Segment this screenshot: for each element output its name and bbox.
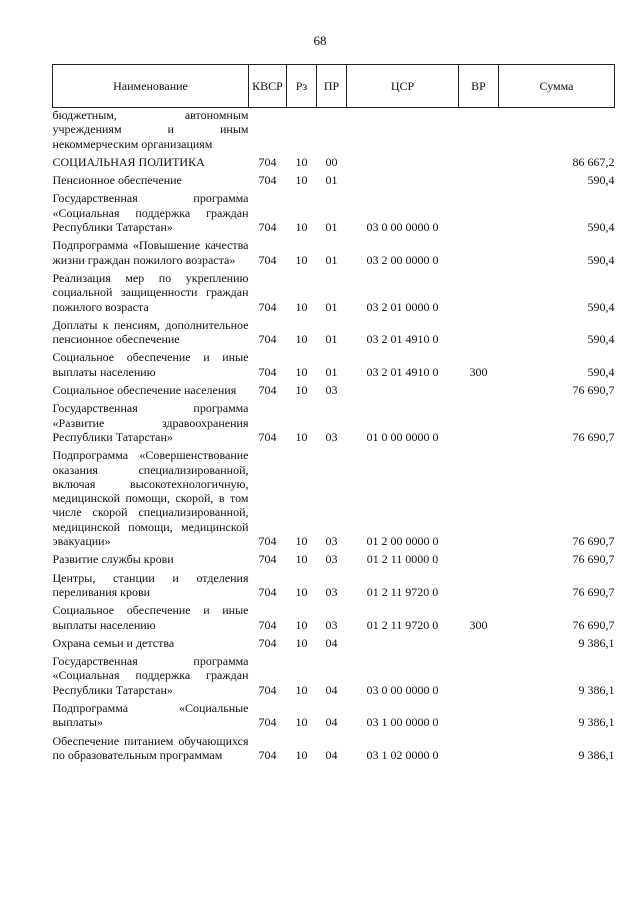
cell-kvsr	[249, 108, 287, 152]
cell-pr: 03	[325, 617, 338, 632]
cell-kvsr: 704	[258, 173, 277, 188]
cell-csr: 03 1 02 0000 0	[366, 747, 439, 762]
cell-csr	[347, 108, 459, 152]
cell-name: Социальное обеспечение и иные выплаты населению	[52, 603, 249, 632]
cell-name: Социальное обеспечение населения	[52, 383, 237, 398]
cell-csr	[347, 633, 459, 651]
cell-vr	[459, 731, 499, 764]
cell-name: Обеспечение питанием обучающихся по образовательным программам	[52, 733, 249, 762]
cell-rz: 10	[295, 364, 308, 379]
cell-csr: 01 2 00 0000 0	[366, 534, 439, 549]
cell-rz: 10	[295, 617, 308, 632]
cell-csr: 03 2 01 4910 0	[366, 332, 439, 347]
cell-name: Центры, станции и отделения переливания крови	[52, 570, 249, 599]
cell-csr: 03 2 01 4910 0	[366, 364, 439, 379]
cell-rz: 10	[295, 154, 308, 169]
cell-name: Развитие службы крови	[52, 552, 174, 567]
cell-kvsr: 704	[258, 364, 277, 379]
cell-vr	[459, 188, 499, 235]
cell-csr: 01 2 11 9720 0	[366, 617, 439, 632]
cell-vr	[459, 651, 499, 698]
cell-rz: 10	[295, 552, 308, 567]
budget-table	[52, 64, 615, 763]
cell-sum: 9 386,1	[578, 715, 615, 730]
cell-csr	[347, 380, 459, 398]
column-header-kvsr: КВСР	[249, 65, 287, 108]
cell-csr: 03 1 00 0000 0	[366, 715, 439, 730]
table-row	[53, 347, 615, 380]
column-header-csr: ЦСР	[347, 65, 459, 108]
cell-kvsr: 704	[258, 429, 277, 444]
cell-pr: 03	[325, 429, 338, 444]
table-row	[53, 315, 615, 348]
cell-vr	[459, 108, 499, 152]
cell-csr: 01 0 00 0000 0	[366, 429, 439, 444]
table-row	[53, 698, 615, 731]
cell-sum: 590,4	[587, 173, 615, 188]
cell-pr: 01	[325, 299, 338, 314]
cell-csr: 03 2 01 0000 0	[366, 299, 439, 314]
cell-pr: 01	[325, 252, 338, 267]
cell-rz: 10	[295, 220, 308, 235]
table-row	[53, 398, 615, 445]
cell-rz: 10	[295, 747, 308, 762]
cell-kvsr: 704	[258, 534, 277, 549]
cell-kvsr: 704	[258, 682, 277, 697]
table-row	[53, 108, 615, 152]
cell-name: Реализация мер по укреплению социальной защищенности граждан пожилого возраста	[52, 270, 249, 314]
cell-sum: 590,4	[587, 364, 615, 379]
table-row	[53, 152, 615, 170]
cell-name: Подпрограмма «Повышение качества жизни граждан пожилого возраста»	[52, 238, 249, 267]
cell-rz: 10	[295, 332, 308, 347]
table-row	[53, 445, 615, 549]
cell-sum: 86 667,2	[572, 154, 615, 169]
cell-sum: 590,4	[587, 220, 615, 235]
table-row	[53, 568, 615, 601]
cell-vr: 300	[469, 364, 488, 379]
cell-name: Подпрограмма «Совершенствование оказания специализированной, включая высокотехнологичную, медицинской помощи, скорой, в том числе скорой специализированной, медицинской помощи, медицинской эвакуации»	[52, 448, 249, 549]
cell-kvsr: 704	[258, 584, 277, 599]
cell-pr: 03	[325, 383, 338, 398]
cell-sum: 9 386,1	[578, 635, 615, 650]
column-header-name: Наименование	[53, 65, 249, 108]
cell-sum: 9 386,1	[578, 747, 615, 762]
cell-vr	[459, 549, 499, 567]
column-header-rz: Рз	[287, 65, 317, 108]
table-row	[53, 268, 615, 315]
cell-vr	[459, 235, 499, 268]
cell-vr	[459, 380, 499, 398]
cell-sum: 9 386,1	[578, 682, 615, 697]
cell-vr	[459, 315, 499, 348]
table-row	[53, 600, 615, 633]
cell-pr: 01	[325, 364, 338, 379]
cell-rz: 10	[295, 383, 308, 398]
cell-csr: 01 2 11 0000 0	[366, 552, 439, 567]
cell-name: Пенсионное обеспечение	[52, 173, 182, 188]
cell-csr	[347, 152, 459, 170]
cell-pr: 03	[325, 534, 338, 549]
cell-pr: 04	[325, 682, 338, 697]
cell-csr: 03 2 00 0000 0	[366, 252, 439, 267]
cell-rz: 10	[295, 429, 308, 444]
cell-rz	[287, 108, 317, 152]
cell-name: СОЦИАЛЬНАЯ ПОЛИТИКА	[52, 154, 205, 169]
cell-name: бюджетным, автономным учреждениям и иным некоммерческим организациям	[52, 108, 249, 151]
cell-rz: 10	[295, 534, 308, 549]
column-header-pr: ПР	[317, 65, 347, 108]
table-row	[53, 633, 615, 651]
cell-csr: 03 0 00 0000 0	[366, 220, 439, 235]
cell-rz: 10	[295, 252, 308, 267]
cell-kvsr: 704	[258, 635, 277, 650]
cell-name: Государственная программа «Развитие здравоохранения Республики Татарстан»	[52, 401, 249, 444]
cell-pr: 03	[325, 552, 338, 567]
table-row	[53, 235, 615, 268]
cell-sum: 76 690,7	[572, 429, 615, 444]
table-row	[53, 731, 615, 764]
table-body	[53, 108, 615, 764]
cell-vr	[459, 170, 499, 188]
table-row	[53, 188, 615, 235]
cell-sum: 76 690,7	[572, 617, 615, 632]
cell-kvsr: 704	[258, 747, 277, 762]
cell-sum: 76 690,7	[572, 584, 615, 599]
page-number: 68	[313, 33, 327, 48]
cell-rz: 10	[295, 173, 308, 188]
cell-kvsr: 704	[258, 383, 277, 398]
cell-kvsr: 704	[258, 332, 277, 347]
cell-sum: 76 690,7	[572, 534, 615, 549]
cell-kvsr: 704	[258, 252, 277, 267]
table-row	[53, 549, 615, 567]
cell-sum: 590,4	[587, 252, 615, 267]
cell-csr: 01 2 11 9720 0	[366, 584, 439, 599]
cell-sum: 76 690,7	[572, 552, 615, 567]
cell-vr	[459, 268, 499, 315]
cell-vr	[459, 698, 499, 731]
table-row	[53, 651, 615, 698]
cell-vr	[459, 152, 499, 170]
cell-kvsr: 704	[258, 220, 277, 235]
cell-pr: 03	[325, 584, 338, 599]
column-header-sum: Сумма	[499, 65, 615, 108]
cell-sum	[499, 108, 615, 152]
cell-kvsr: 704	[258, 552, 277, 567]
cell-csr: 03 0 00 0000 0	[366, 682, 439, 697]
cell-rz: 10	[295, 715, 308, 730]
cell-pr: 01	[325, 332, 338, 347]
column-header-vr: ВР	[459, 65, 499, 108]
cell-sum: 590,4	[587, 332, 615, 347]
cell-vr	[459, 568, 499, 601]
table-header-row	[53, 65, 615, 108]
cell-rz: 10	[295, 635, 308, 650]
cell-kvsr: 704	[258, 715, 277, 730]
cell-vr	[459, 445, 499, 549]
cell-csr	[347, 170, 459, 188]
cell-vr	[459, 398, 499, 445]
cell-name: Государственная программа «Социальная поддержка граждан Республики Татарстан»	[52, 191, 249, 235]
cell-pr: 01	[325, 220, 338, 235]
cell-sum: 590,4	[587, 299, 615, 314]
cell-kvsr: 704	[258, 617, 277, 632]
cell-name: Подпрограмма «Социальные выплаты»	[52, 700, 249, 730]
cell-kvsr: 704	[258, 299, 277, 314]
cell-name: Государственная программа «Социальная поддержка граждан Республики Татарстан»	[52, 654, 249, 697]
cell-pr: 04	[325, 635, 338, 650]
cell-vr	[459, 633, 499, 651]
cell-vr: 300	[469, 617, 488, 632]
cell-pr: 01	[325, 173, 338, 188]
table-row	[53, 380, 615, 398]
cell-name: Доплаты к пенсиям, дополнительное пенсионное обеспечение	[52, 317, 249, 347]
cell-rz: 10	[295, 584, 308, 599]
cell-sum: 76 690,7	[572, 383, 615, 398]
cell-kvsr: 704	[258, 154, 277, 169]
cell-rz: 10	[295, 682, 308, 697]
cell-pr: 04	[325, 747, 338, 762]
cell-name: Социальное обеспечение и иные выплаты населению	[52, 350, 249, 379]
cell-pr: 00	[325, 154, 338, 169]
cell-name: Охрана семьи и детства	[52, 635, 175, 650]
table-row	[53, 170, 615, 188]
cell-rz: 10	[295, 299, 308, 314]
cell-pr	[317, 108, 347, 152]
cell-pr: 04	[325, 715, 338, 730]
